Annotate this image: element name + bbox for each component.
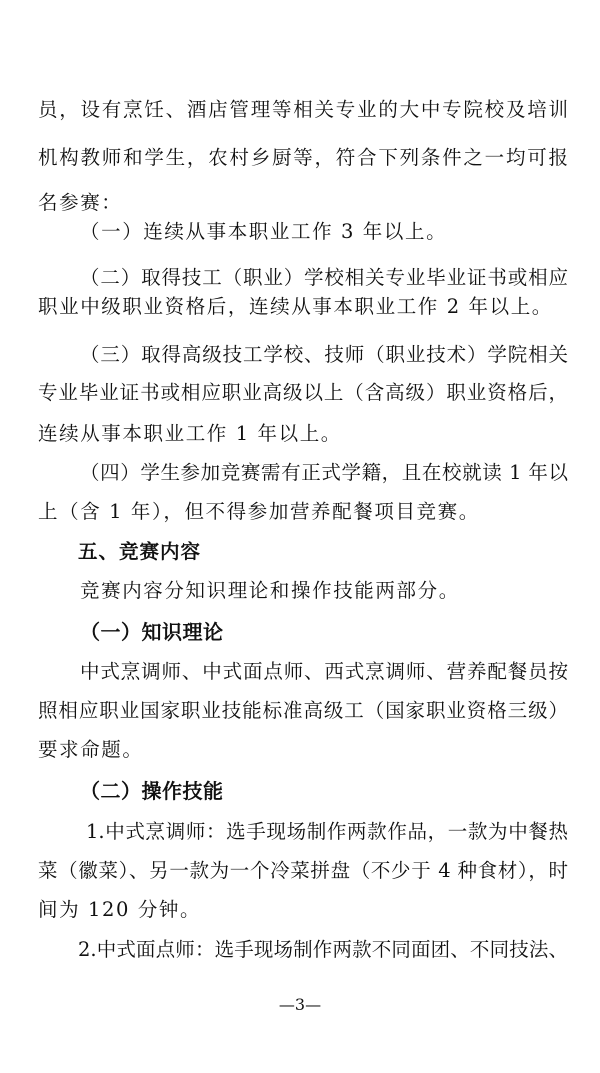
body-line: 照相应职业国家职业技能标准高级工（国家职业资格三级） (38, 699, 568, 722)
body-line: 职业中级职业资格后，连续从事本职业工作 2 年以上。 (38, 295, 553, 318)
body-line: 连续从事本职业工作 1 年以上。 (38, 422, 342, 445)
body-line: 间为 120 分钟。 (38, 898, 202, 921)
body-line: 名参赛： (38, 191, 123, 214)
body-line: 专业毕业证书或相应职业高级以上（含高级）职业资格后， (38, 381, 568, 404)
section-heading: 五、竞赛内容 (78, 540, 202, 563)
list-item: （三）取得高级技工学校、技师（职业技术）学院相关 (80, 343, 568, 366)
list-item: 2.中式面点师：选手现场制作两款不同面团、不同技法、 (78, 938, 568, 961)
list-item: （二）取得技工（职业）学校相关专业毕业证书或相应 (80, 266, 568, 289)
body-line: 中式烹调师、中式面点师、西式烹调师、营养配餐员按 (80, 660, 568, 683)
body-line: 机构教师和学生，农村乡厨等，符合下列条件之一均可报 (38, 146, 568, 169)
body-line: 上（含 1 年），但不得参加营养配餐项目竞赛。 (38, 500, 480, 523)
list-item: 1.中式烹调师：选手现场制作两款作品，一款为中餐热 (86, 820, 568, 843)
body-line: 菜（徽菜）、另一款为一个冷菜拼盘（不少于 4 种食材），时 (38, 859, 568, 882)
body-line: 要求命题。 (38, 738, 144, 761)
list-item: （一）连续从事本职业工作 3 年以上。 (80, 220, 448, 243)
list-item: （四）学生参加竞赛需有正式学籍，且在校就读 1 年以 (80, 461, 568, 484)
page-number: —3— (278, 995, 322, 1014)
subsection-heading: （二）操作技能 (80, 779, 224, 803)
body-line: 竞赛内容分知识理论和操作技能两部分。 (80, 579, 460, 602)
body-line: 员，设有烹饪、酒店管理等相关专业的大中专院校及培训 (38, 98, 568, 121)
subsection-heading: （一）知识理论 (80, 620, 224, 644)
